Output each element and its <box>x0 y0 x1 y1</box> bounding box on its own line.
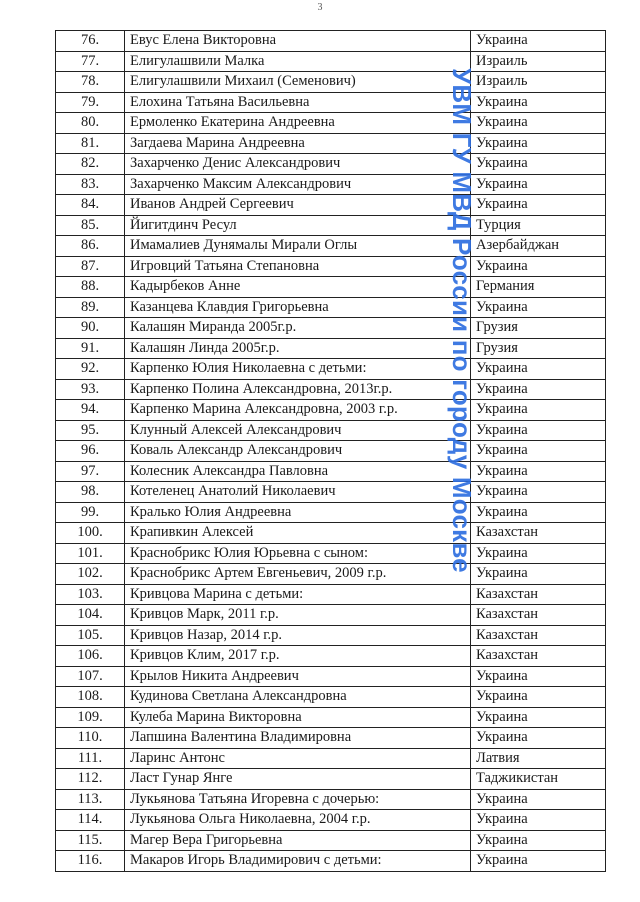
country: Латвия <box>471 748 606 769</box>
country: Украина <box>471 359 606 380</box>
table-row <box>56 646 606 667</box>
table-row <box>56 687 606 708</box>
table-row <box>56 666 606 687</box>
person-name: Ларинс Антонс <box>125 748 471 769</box>
row-number: 96. <box>56 441 125 462</box>
person-name: Кадырбеков Анне <box>125 277 471 298</box>
table-row <box>56 420 606 441</box>
country: Украина <box>471 31 606 52</box>
table-row <box>56 72 606 93</box>
country: Украина <box>471 543 606 564</box>
person-name: Кралько Юлия Андреевна <box>125 502 471 523</box>
table-row <box>56 215 606 236</box>
country: Казахстан <box>471 584 606 605</box>
person-name: Лукьянова Ольга Николаевна, 2004 г.р. <box>125 810 471 831</box>
row-number: 89. <box>56 297 125 318</box>
persons-table-body <box>56 31 606 872</box>
person-name: Захарченко Денис Александрович <box>125 154 471 175</box>
table-row <box>56 277 606 298</box>
row-number: 101. <box>56 543 125 564</box>
row-number: 110. <box>56 728 125 749</box>
table-row <box>56 789 606 810</box>
country: Украина <box>471 502 606 523</box>
country: Таджикистан <box>471 769 606 790</box>
row-number: 102. <box>56 564 125 585</box>
country: Украина <box>471 461 606 482</box>
row-number: 92. <box>56 359 125 380</box>
person-name: Карпенко Полина Александровна, 2013г.р. <box>125 379 471 400</box>
country: Украина <box>471 810 606 831</box>
person-name: Крапивкин Алексей <box>125 523 471 544</box>
table-row <box>56 523 606 544</box>
row-number: 76. <box>56 31 125 52</box>
person-name: Колесник Александра Павловна <box>125 461 471 482</box>
country: Грузия <box>471 338 606 359</box>
table-row <box>56 461 606 482</box>
country: Украина <box>471 174 606 195</box>
country: Украина <box>471 830 606 851</box>
country: Турция <box>471 215 606 236</box>
table-row <box>56 195 606 216</box>
person-name: Игровций Татьяна Степановна <box>125 256 471 277</box>
row-number: 88. <box>56 277 125 298</box>
row-number: 93. <box>56 379 125 400</box>
row-number: 111. <box>56 748 125 769</box>
watermark-text: УВМ ГУ МВД России по городу Москве <box>447 68 477 573</box>
person-name: Клунный Алексей Александрович <box>125 420 471 441</box>
row-number: 82. <box>56 154 125 175</box>
person-name: Крылов Никита Андреевич <box>125 666 471 687</box>
table-row <box>56 502 606 523</box>
person-name: Елохина Татьяна Васильевна <box>125 92 471 113</box>
person-name: Макаров Игорь Владимирович с детьми: <box>125 851 471 872</box>
table-row <box>56 482 606 503</box>
country: Украина <box>471 133 606 154</box>
row-number: 86. <box>56 236 125 257</box>
country: Украина <box>471 707 606 728</box>
row-number: 99. <box>56 502 125 523</box>
country: Украина <box>471 379 606 400</box>
person-name: Елигулашвили Малка <box>125 51 471 72</box>
country: Израиль <box>471 72 606 93</box>
person-name: Ласт Гунар Янге <box>125 769 471 790</box>
table-row <box>56 564 606 585</box>
row-number: 108. <box>56 687 125 708</box>
table-row <box>56 236 606 257</box>
table-row <box>56 441 606 462</box>
table-row <box>56 92 606 113</box>
row-number: 100. <box>56 523 125 544</box>
person-name: Ермоленко Екатерина Андреевна <box>125 113 471 134</box>
country: Украина <box>471 564 606 585</box>
country: Украина <box>471 154 606 175</box>
person-name: Кривцов Клим, 2017 г.р. <box>125 646 471 667</box>
person-name: Краснобрикс Юлия Юрьевна с сыном: <box>125 543 471 564</box>
person-name: Магер Вера Григорьевна <box>125 830 471 851</box>
country: Казахстан <box>471 605 606 626</box>
person-name: Загдаева Марина Андреевна <box>125 133 471 154</box>
table-row <box>56 810 606 831</box>
country: Украина <box>471 851 606 872</box>
person-name: Лапшина Валентина Владимировна <box>125 728 471 749</box>
row-number: 77. <box>56 51 125 72</box>
country: Украина <box>471 92 606 113</box>
country: Украина <box>471 789 606 810</box>
row-number: 114. <box>56 810 125 831</box>
person-name: Кривцов Назар, 2014 г.р. <box>125 625 471 646</box>
table-row <box>56 31 606 52</box>
person-name: Кулеба Марина Викторовна <box>125 707 471 728</box>
person-name: Кудинова Светлана Александровна <box>125 687 471 708</box>
row-number: 97. <box>56 461 125 482</box>
country: Азербайджан <box>471 236 606 257</box>
row-number: 94. <box>56 400 125 421</box>
country: Украина <box>471 728 606 749</box>
person-name: Котеленец Анатолий Николаевич <box>125 482 471 503</box>
row-number: 85. <box>56 215 125 236</box>
person-name: Краснобрикс Артем Евгеньевич, 2009 г.р. <box>125 564 471 585</box>
country: Украина <box>471 195 606 216</box>
row-number: 98. <box>56 482 125 503</box>
table-row <box>56 851 606 872</box>
person-name: Калашян Миранда 2005г.р. <box>125 318 471 339</box>
country: Украина <box>471 666 606 687</box>
row-number: 103. <box>56 584 125 605</box>
row-number: 79. <box>56 92 125 113</box>
table-row <box>56 830 606 851</box>
row-number: 78. <box>56 72 125 93</box>
country: Украина <box>471 256 606 277</box>
row-number: 109. <box>56 707 125 728</box>
row-number: 106. <box>56 646 125 667</box>
page-number: 3 <box>317 2 323 13</box>
person-name: Карпенко Юлия Николаевна с детьми: <box>125 359 471 380</box>
table-row <box>56 728 606 749</box>
table-row <box>56 113 606 134</box>
country: Украина <box>471 420 606 441</box>
row-number: 115. <box>56 830 125 851</box>
row-number: 80. <box>56 113 125 134</box>
table-row <box>56 318 606 339</box>
row-number: 90. <box>56 318 125 339</box>
table-row <box>56 707 606 728</box>
table-row <box>56 51 606 72</box>
row-number: 112. <box>56 769 125 790</box>
person-name: Имамалиев Дунямалы Мирали Оглы <box>125 236 471 257</box>
table-row <box>56 359 606 380</box>
person-name: Кривцов Марк, 2011 г.р. <box>125 605 471 626</box>
table-row <box>56 174 606 195</box>
country: Казахстан <box>471 523 606 544</box>
person-name: Елигулашвили Михаил (Семенович) <box>125 72 471 93</box>
country: Казахстан <box>471 625 606 646</box>
row-number: 105. <box>56 625 125 646</box>
person-name: Коваль Александр Александрович <box>125 441 471 462</box>
row-number: 113. <box>56 789 125 810</box>
person-name: Казанцева Клавдия Григорьевна <box>125 297 471 318</box>
table-row <box>56 625 606 646</box>
table-row <box>56 543 606 564</box>
table-row <box>56 748 606 769</box>
person-name: Евус Елена Викторовна <box>125 31 471 52</box>
row-number: 116. <box>56 851 125 872</box>
country: Грузия <box>471 318 606 339</box>
country: Украина <box>471 400 606 421</box>
row-number: 83. <box>56 174 125 195</box>
row-number: 107. <box>56 666 125 687</box>
country: Украина <box>471 482 606 503</box>
row-number: 95. <box>56 420 125 441</box>
table-row <box>56 256 606 277</box>
person-name: Захарченко Максим Александрович <box>125 174 471 195</box>
row-number: 81. <box>56 133 125 154</box>
table-row <box>56 584 606 605</box>
person-name: Кривцова Марина с детьми: <box>125 584 471 605</box>
table-row <box>56 605 606 626</box>
table-row <box>56 379 606 400</box>
row-number: 91. <box>56 338 125 359</box>
row-number: 104. <box>56 605 125 626</box>
country: Израиль <box>471 51 606 72</box>
persons-table <box>55 30 606 872</box>
table-row <box>56 400 606 421</box>
country: Казахстан <box>471 646 606 667</box>
country: Германия <box>471 277 606 298</box>
country: Украина <box>471 687 606 708</box>
table-row <box>56 154 606 175</box>
person-name: Калашян Линда 2005г.р. <box>125 338 471 359</box>
person-name: Лукьянова Татьяна Игоревна с дочерью: <box>125 789 471 810</box>
table-row <box>56 338 606 359</box>
table-row <box>56 133 606 154</box>
row-number: 84. <box>56 195 125 216</box>
country: Украина <box>471 297 606 318</box>
person-name: Иванов Андрей Сергеевич <box>125 195 471 216</box>
country: Украина <box>471 441 606 462</box>
country: Украина <box>471 113 606 134</box>
table-row <box>56 297 606 318</box>
row-number: 87. <box>56 256 125 277</box>
table-row <box>56 769 606 790</box>
person-name: Йигитдинч Ресул <box>125 215 471 236</box>
person-name: Карпенко Марина Александровна, 2003 г.р. <box>125 400 471 421</box>
